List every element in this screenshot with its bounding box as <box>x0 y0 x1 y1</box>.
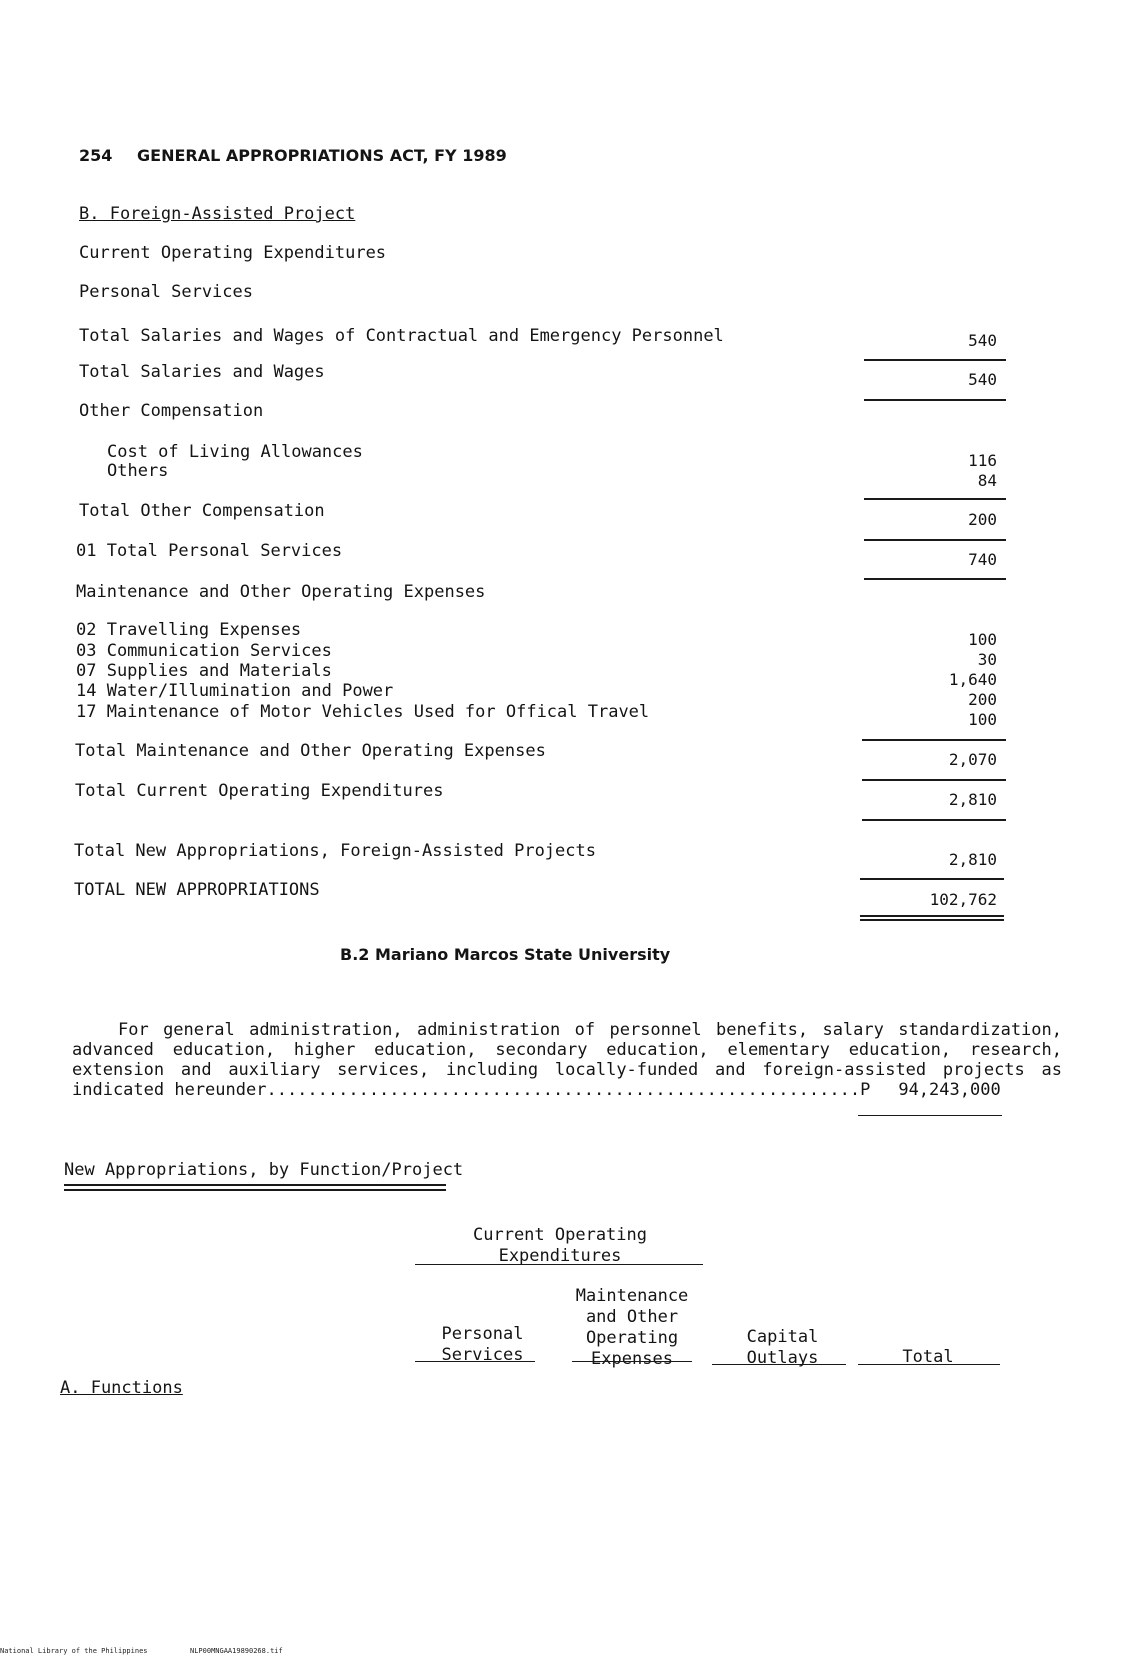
line-value: 540 <box>968 370 997 389</box>
col-rule <box>572 1361 692 1362</box>
title-rule-top <box>64 1184 446 1186</box>
col-rule <box>858 1364 1000 1365</box>
paragraph-text: For general administration, administration of personnel benefits, salary standardization, advanced education, higher education, secondary education, elementary education, research, extension and auxiliary services, including locally-funded and foreign-assisted projects as indicated hereunder <box>72 1020 1062 1100</box>
footer-file: NLP00MNGAA19890268.tif <box>190 1647 283 1655</box>
new-appropriations-title: New Appropriations, by Function/Project <box>64 1160 464 1180</box>
subtotal-rule <box>862 819 1006 821</box>
col-personal-services: Personal Services <box>441 1324 524 1365</box>
line-label: Total Salaries and Wages of Contractual and Emergency Personnel <box>79 326 724 346</box>
footer-library: National Library of the Philippines <box>0 1647 148 1655</box>
subtotal-rule <box>862 779 1006 781</box>
subtotal-rule <box>864 399 1006 401</box>
page-number: 254 <box>79 146 113 165</box>
subtotal-rule <box>864 578 1006 580</box>
functions-label: A. Functions <box>60 1378 183 1398</box>
line-label: 01 Total Personal Services <box>76 541 343 561</box>
title-rule-bottom <box>64 1189 446 1191</box>
line-value: 540 <box>968 331 997 350</box>
line-label: Total New Appropriations, Foreign-Assisted Projects <box>74 841 596 861</box>
line-value: 102,762 <box>929 890 997 909</box>
line-label: Other Compensation <box>79 401 264 421</box>
current-operating-label: Current Operating Expenditures <box>79 243 387 263</box>
line-value: 2,070 <box>948 750 997 769</box>
col-mooe: Maintenance and Other Operating Expenses <box>575 1286 689 1369</box>
line-value: 740 <box>968 550 997 569</box>
subtotal-rule <box>862 739 1006 741</box>
line-label: Maintenance and Other Operating Expenses <box>76 582 486 602</box>
line-value: 2,810 <box>948 850 997 869</box>
col-rule <box>415 1361 535 1362</box>
group-header-rule <box>415 1264 703 1265</box>
line-value: 1,640 <box>948 670 997 689</box>
line-value: 100 <box>968 630 997 649</box>
line-label: 03 Communication Services <box>76 641 332 661</box>
line-label: 17 Maintenance of Motor Vehicles Used for Offical Travel <box>76 702 650 722</box>
col-capital-outlays: Capital Outlays <box>746 1327 819 1368</box>
appropriation-amount: 94,243,000 <box>898 1080 1001 1100</box>
line-label: Total Salaries and Wages <box>79 362 325 382</box>
line-label: Total Current Operating Expenditures <box>75 781 444 801</box>
col-total: Total <box>902 1347 954 1367</box>
line-label: Others <box>107 461 169 481</box>
line-value: 200 <box>968 510 997 529</box>
section-b2-title: B.2 Mariano Marcos State University <box>340 945 671 964</box>
line-value: 30 <box>977 650 997 669</box>
page-title: GENERAL APPROPRIATIONS ACT, FY 1989 <box>137 146 507 165</box>
line-value: 116 <box>968 451 997 470</box>
line-label: Cost of Living Allowances <box>107 442 363 462</box>
section-b2-paragraph <box>72 1020 1062 1100</box>
line-value: 2,810 <box>948 790 997 809</box>
leader-dots: ..........................................................P <box>266 1080 871 1100</box>
subtotal-rule <box>864 359 1006 361</box>
line-value: 100 <box>968 710 997 729</box>
line-label: 07 Supplies and Materials <box>76 661 332 681</box>
line-label: 14 Water/Illumination and Power <box>76 681 394 701</box>
amount-rule <box>858 1115 1002 1116</box>
subtotal-rule <box>860 878 1004 880</box>
double-rule-top <box>860 915 1004 917</box>
line-label: TOTAL NEW APPROPRIATIONS <box>74 880 320 900</box>
section-b-title: B. Foreign-Assisted Project <box>79 204 356 224</box>
subtotal-rule <box>864 498 1006 500</box>
subtotal-rule <box>864 539 1006 541</box>
line-label: Total Other Compensation <box>79 501 325 521</box>
personal-services-label: Personal Services <box>79 282 253 302</box>
line-label: Total Maintenance and Other Operating Expenses <box>75 741 546 761</box>
line-value: 84 <box>977 471 997 490</box>
line-label: 02 Travelling Expenses <box>76 620 302 640</box>
group-header: Current Operating Expenditures <box>473 1225 647 1266</box>
line-value: 200 <box>968 690 997 709</box>
double-rule-bottom <box>860 919 1004 921</box>
col-rule <box>712 1364 846 1365</box>
